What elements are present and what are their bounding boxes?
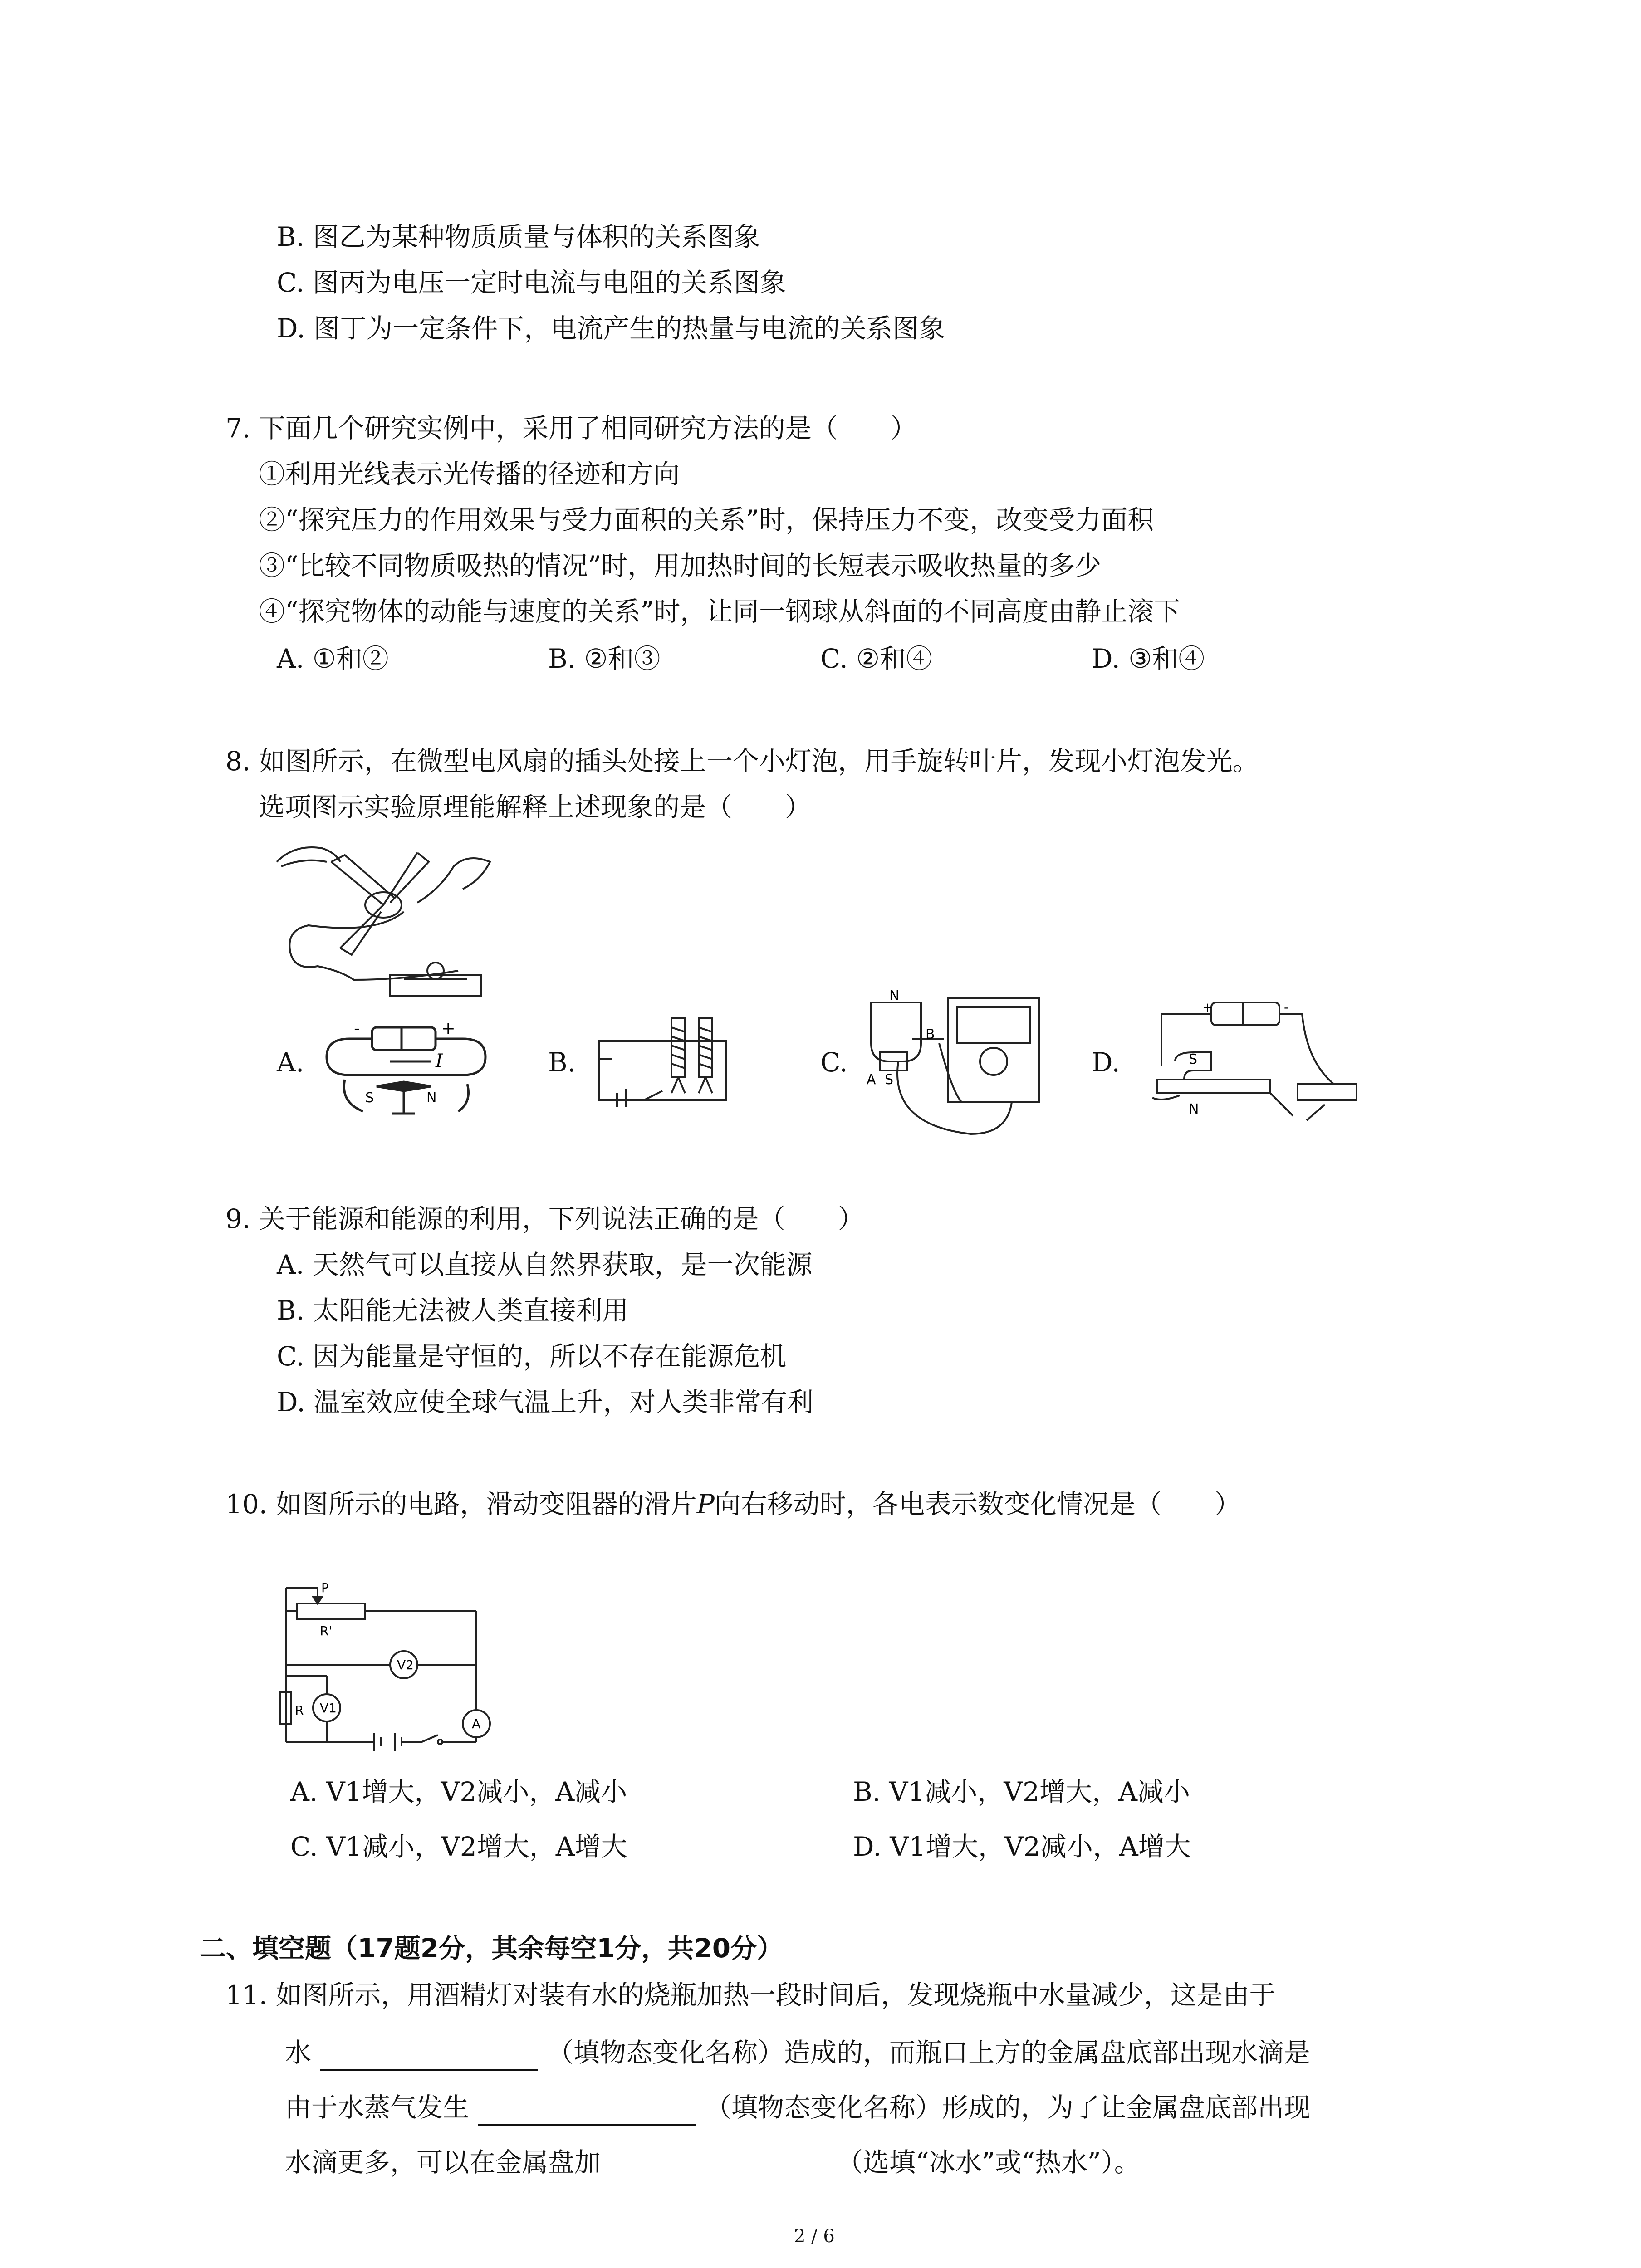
figure-c-s-label: S xyxy=(885,1072,894,1088)
q9-option-d: D. 温室效应使全球气温上升，对人类非常有利 xyxy=(277,1387,814,1418)
q11-line3 xyxy=(285,2089,1310,2126)
q10-option-a: A. V1增大，V2减小，A减小 xyxy=(290,1776,627,1807)
q7-item-3: ③“比较不同物质吸热的情况”时，用加热时间的长短表示吸收热量的多少 xyxy=(259,550,1102,581)
q10-stem xyxy=(225,1486,1241,1522)
figure-a-plus: + xyxy=(441,1018,456,1038)
q9-option-b: B. 太阳能无法被人类直接利用 xyxy=(277,1295,629,1326)
q8-option-d-label: D. xyxy=(1092,1047,1120,1078)
figure-c-n-label: N xyxy=(889,989,900,1004)
q8-option-b-label: B. xyxy=(548,1047,576,1078)
q10-circuit-diagram xyxy=(277,1579,504,1760)
q8-stem-line1: 8. 如图所示，在微型电风扇的插头处接上一个小灯泡，用手旋转叶片，发现小灯泡发光。 xyxy=(225,746,1259,777)
q10-label-v2: V2 xyxy=(397,1657,414,1672)
q6-option-c: C. 图丙为电压一定时电流与电阻的关系图象 xyxy=(277,267,787,298)
q7-option-a: A. ①和② xyxy=(277,643,389,674)
q11-blank-1[interactable] xyxy=(320,2040,538,2071)
q7-item-2: ②“探究压力的作用效果与受力面积的关系”时，保持压力不变，改变受力面积 xyxy=(259,504,1154,535)
q11-line1: 11. 如图所示，用酒精灯对装有水的烧瓶加热一段时间后，发现烧瓶中水量减少，这是由于 xyxy=(225,1980,1276,2010)
fan-bulb-figure xyxy=(268,835,504,1007)
q11-line4-pre: 水滴更多，可以在金属盘加 xyxy=(285,2147,601,2178)
figure-c-generator xyxy=(862,989,1053,1139)
q11-blank-3[interactable] xyxy=(610,2150,828,2180)
q9-option-a: A. 天然气可以直接从自然界获取，是一次能源 xyxy=(277,1249,813,1280)
figure-b-electromagnet xyxy=(594,1009,735,1109)
q8-option-c-label: C. xyxy=(820,1047,848,1078)
figure-a-s-label: S xyxy=(365,1090,374,1106)
q11-line2 xyxy=(285,2034,1310,2071)
q8-stem-line2: 选项图示实验原理能解释上述现象的是（ ） xyxy=(259,792,812,822)
q10-stem-post: 向右移动时，各电表示数变化情况是（ ） xyxy=(714,1489,1241,1520)
q11-line2-pre: 水 xyxy=(285,2037,312,2068)
figure-d-s-label: S xyxy=(1189,1051,1198,1067)
q10-label-v1: V1 xyxy=(320,1701,337,1716)
section-2-title: 二、填空题（17题2分，其余每空1分，共20分） xyxy=(200,1933,784,1964)
q10-option-b: B. V1减小，V2增大，A减小 xyxy=(853,1776,1190,1807)
figure-c-b-label: B xyxy=(926,1026,935,1042)
q10-stem-pre: 10. 如图所示的电路，滑动变阻器的滑片 xyxy=(225,1489,697,1520)
q10-stem-var: P xyxy=(696,1489,715,1520)
q8-option-a-label: A. xyxy=(277,1047,304,1078)
q7-item-4: ④“探究物体的动能与速度的关系”时，让同一钢球从斜面的不同高度由静止滚下 xyxy=(259,596,1181,627)
q11-blank-2[interactable] xyxy=(478,2095,696,2126)
q9-option-c: C. 因为能量是守恒的，所以不存在能源危机 xyxy=(277,1341,787,1372)
figure-d-plus: + xyxy=(1202,1000,1213,1015)
q6-option-d: D. 图丁为一定条件下，电流产生的热量与电流的关系图象 xyxy=(277,313,945,344)
q10-label-p: P xyxy=(321,1580,329,1595)
figure-a-n-label: N xyxy=(426,1090,437,1106)
q10-label-r: R xyxy=(295,1703,304,1718)
figure-d-n-label: N xyxy=(1189,1101,1199,1117)
q7-item-1: ①利用光线表示光传播的径迹和方向 xyxy=(259,459,680,489)
q11-line3-pre: 由于水蒸气发生 xyxy=(285,2092,470,2123)
figure-d-minus: - xyxy=(1284,1000,1289,1015)
q9-stem: 9. 关于能源和能源的利用，下列说法正确的是（ ） xyxy=(225,1203,864,1234)
q7-option-b: B. ②和③ xyxy=(548,643,661,674)
figure-d-motor xyxy=(1134,993,1370,1134)
q7-option-c: C. ②和④ xyxy=(820,643,933,674)
figure-c-a-label: A xyxy=(867,1072,876,1088)
figure-a-current-label: I xyxy=(436,1051,443,1071)
q6-option-b: B. 图乙为某种物质质量与体积的关系图象 xyxy=(277,221,760,252)
figure-a-minus: - xyxy=(354,1018,360,1038)
q11-line4 xyxy=(285,2144,1141,2180)
q7-stem: 7. 下面几个研究实例中，采用了相同研究方法的是（ ） xyxy=(225,413,917,444)
q10-label-a: A xyxy=(472,1716,481,1731)
q11-line3-post: （填物态变化名称）形成的，为了让金属盘底部出现 xyxy=(705,2092,1311,2123)
q11-line4-post: （选填“冰水”或“热水”）。 xyxy=(837,2147,1141,2178)
q10-option-d: D. V1增大，V2减小，A增大 xyxy=(853,1831,1191,1862)
figure-a-oersted xyxy=(322,1007,490,1125)
q10-option-c: C. V1减小，V2增大，A增大 xyxy=(290,1831,627,1862)
q10-label-rprime: R' xyxy=(320,1623,333,1638)
q7-option-d: D. ③和④ xyxy=(1092,643,1205,674)
page-number: 2 / 6 xyxy=(794,2226,835,2247)
q11-line2-post: （填物态变化名称）造成的，而瓶口上方的金属盘底部出现水滴是 xyxy=(547,2037,1311,2068)
